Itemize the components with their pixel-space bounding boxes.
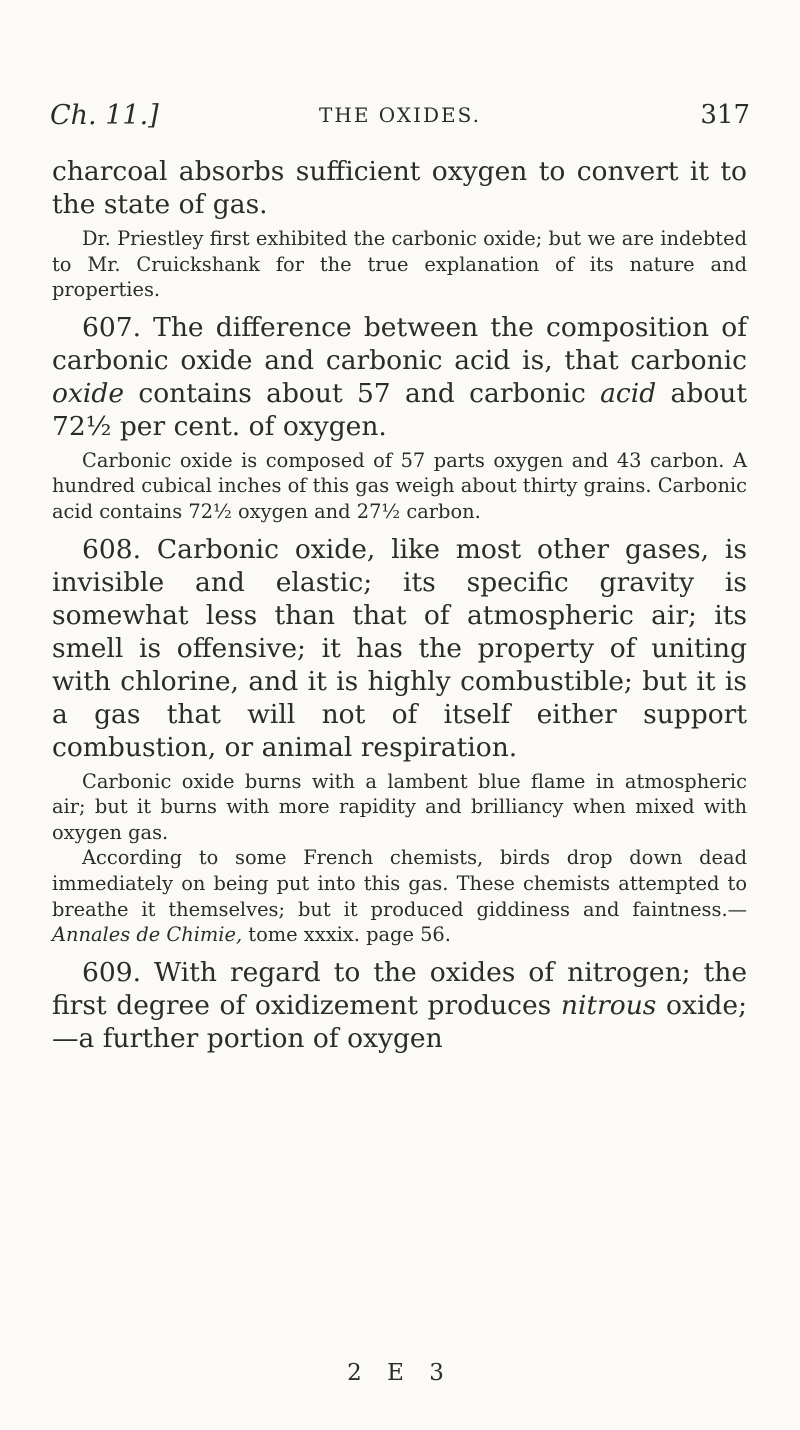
section-609-text-a: 609. With regard to the oxides of nitrogen; the first degree of oxidizement produces <box>52 956 747 1021</box>
note-french-text-a: According to some French chemists, birds drop down dead immediately on being put into this gas. These chemists attempted to breathe it themselves; but it produced giddiness and faintness.— <box>52 846 747 921</box>
chapter-reference: Ch. 11.] <box>50 100 159 131</box>
section-607-text-e: about 72½ per cent. of oxygen. <box>52 377 747 442</box>
running-title: THE OXIDES. <box>319 103 481 127</box>
note-french-text-c: tome xxxix. page 56. <box>242 923 451 947</box>
page-number: 317 <box>700 100 750 130</box>
section-607-text-c: contains about 57 and carbonic <box>124 377 601 409</box>
section-607-emphasis-oxide: oxide <box>52 377 125 409</box>
page-body <box>52 155 747 1055</box>
section-608: 608. Carbonic oxide, like most other gases, is invisible and elastic; its specific gravity is somewhat less than that of atmospheric air; its smell is offensive; it has the property of uniting with chlorine, and it is highly combustible; but it is a gas that will not of itself either support combustion, or animal respiration. <box>52 533 747 763</box>
running-header <box>50 100 750 140</box>
citation-annales: Annales de Chimie, <box>52 923 243 947</box>
signature-mark: 2 E 3 <box>347 1360 453 1386</box>
note-priestley: Dr. Priestley first exhibited the carbonic oxide; but we are indebted to Mr. Cruickshank for the true explanation of its nature and properties. <box>52 227 747 302</box>
note-flame: Carbonic oxide burns with a lambent blue flame in atmospheric air; but it burns with more rapidity and brilliancy when mixed with oxygen gas. <box>52 769 747 844</box>
section-607-text-a: 607. The difference between the composition of carbonic oxide and carbonic acid is, that carbonic <box>52 311 747 376</box>
note-french-chemists <box>52 845 747 947</box>
section-609-emphasis-nitrous: nitrous <box>560 989 657 1021</box>
section-607 <box>52 311 747 443</box>
section-609-text-c: oxide;—a further portion of oxygen <box>52 989 747 1054</box>
section-607-emphasis-acid: acid <box>600 377 657 409</box>
note-composition: Carbonic oxide is composed of 57 parts oxygen and 43 carbon. A hundred cubical inches of this gas weigh about thirty grains. Carbonic acid contains 72½ oxygen and 27½ carbon. <box>52 448 747 523</box>
paragraph-continuation: charcoal absorbs sufficient oxygen to convert it to the state of gas. <box>52 156 747 220</box>
section-609 <box>52 956 747 1055</box>
